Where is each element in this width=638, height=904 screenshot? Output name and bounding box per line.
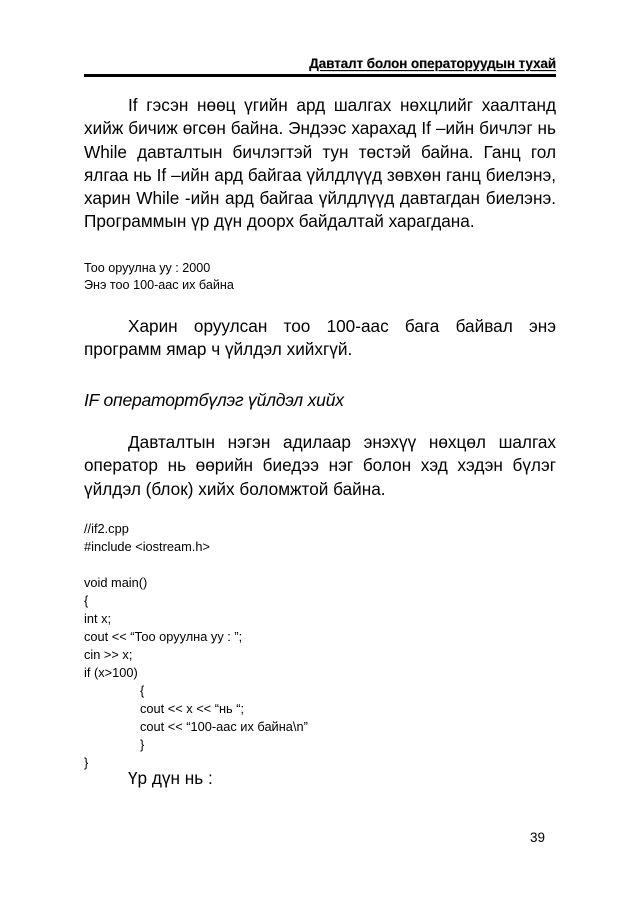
code-line: cin >> x; [84, 647, 133, 662]
code-line: void main() [84, 575, 148, 590]
code-line: } [84, 755, 89, 770]
program-output-example [84, 260, 556, 294]
section-heading: IF оператортбүлэг үйлдэл хийх [84, 390, 344, 410]
paragraph-less-than-100: Харин оруулсан тоо 100-аас бага байвал энэ программ ямар ч үйлдэл хийхгүй. [84, 316, 556, 360]
result-label: Үр дүн нь : [128, 768, 213, 788]
paragraph-block-statements: Давталтын нэгэн адилаар энэхүү нөхцөл шалгах оператор нь өөрийн биедээ нэг болон хэд хэдэн бүлэг үйлдэл (блок) хийх боломжтой байна. [84, 432, 556, 499]
output-line-2: Энэ тоо 100-аас их байна [84, 278, 234, 292]
code-line: } [140, 737, 145, 752]
output-line-1: Тоо оруулна уу : 2000 [84, 261, 211, 275]
code-line: int x; [84, 611, 112, 626]
page-number: 39 [530, 830, 546, 845]
code-line: #include <iostream.h> [84, 539, 210, 554]
header-title: Давталт болон операторуудын тухай [309, 56, 556, 71]
code-line: cout << x << “нь “; [140, 701, 245, 716]
code-line: //if2.cpp [84, 521, 129, 536]
header-divider [84, 74, 556, 77]
page-header [84, 56, 556, 78]
code-line: { [84, 593, 89, 608]
code-line: cout << “Тоо оруулна уу : ”; [84, 629, 243, 644]
code-line: if (x>100) [84, 665, 138, 680]
code-listing [84, 520, 556, 772]
paragraph-if-explanation: If гэсэн нөөц үгийн ард шалгах нөхцлийг хаалтанд хийж бичиж өгсөн байна. Эндээс харахад If –ийн бичлэг нь While давталтын бичлэгтэй тун төстэй байна. Ганц гол ялгаа нь If –ийн ард байгаа үйлдлүүд зөвхөн ганц биелэнэ, харин While -ийн ард байгаа үйлдлүүд давтагдан биелэнэ. Программын үр дүн доорх байдалтай харагдана. [84, 95, 556, 232]
code-line: { [140, 683, 145, 698]
code-blank-line [84, 556, 556, 574]
code-line: cout << “100-аас их байна\n” [140, 719, 308, 734]
